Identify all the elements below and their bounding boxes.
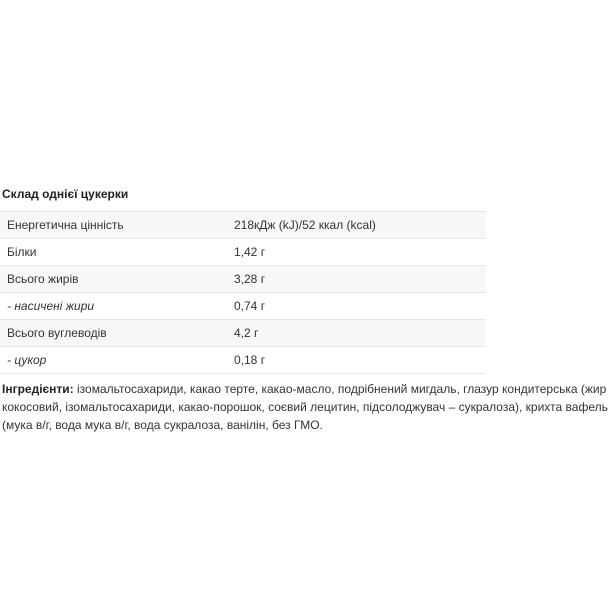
product-composition [0,186,616,434]
table-row [0,212,486,239]
nutrient-name: Всього вуглеводів [0,320,227,347]
nutrient-value: 3,28 г [227,266,486,293]
nutrient-value: 4,2 г [227,320,486,347]
table-row [0,239,486,266]
table-row [0,320,486,347]
nutrient-name: Всього жирів [0,266,227,293]
table-row [0,266,486,293]
ingredients-paragraph [2,380,614,434]
ingredients-label: Інгредієнти: [2,382,74,396]
table-row [0,347,486,374]
nutrient-name: - цукор [0,347,227,374]
nutrient-value: 0,18 г [227,347,486,374]
ingredients-text: ізомальтосахариди, какао терте, какао-масло, подрібнений мигдаль, глазур кондитерська (жир кокосовий, ізомальтосахариди, какао-порошок, соєвий лецитин, підсолоджувач – сукралоза), крихта вафель (мука в/г, вода мука в/г, вода сукралоза, ванілін, без ГМО. [2,382,608,432]
nutrient-value: 218кДж (kJ)/52 ккал (kcal) [227,212,486,239]
table-row [0,293,486,320]
nutrient-value: 1,42 г [227,239,486,266]
nutrient-name: Білки [0,239,227,266]
nutrition-title: Склад однієї цукерки [2,187,129,201]
nutrition-table [0,211,486,374]
nutrient-name: - насичені жири [0,293,227,320]
nutrient-name: Енергетична цінність [0,212,227,239]
nutrient-value: 0,74 г [227,293,486,320]
